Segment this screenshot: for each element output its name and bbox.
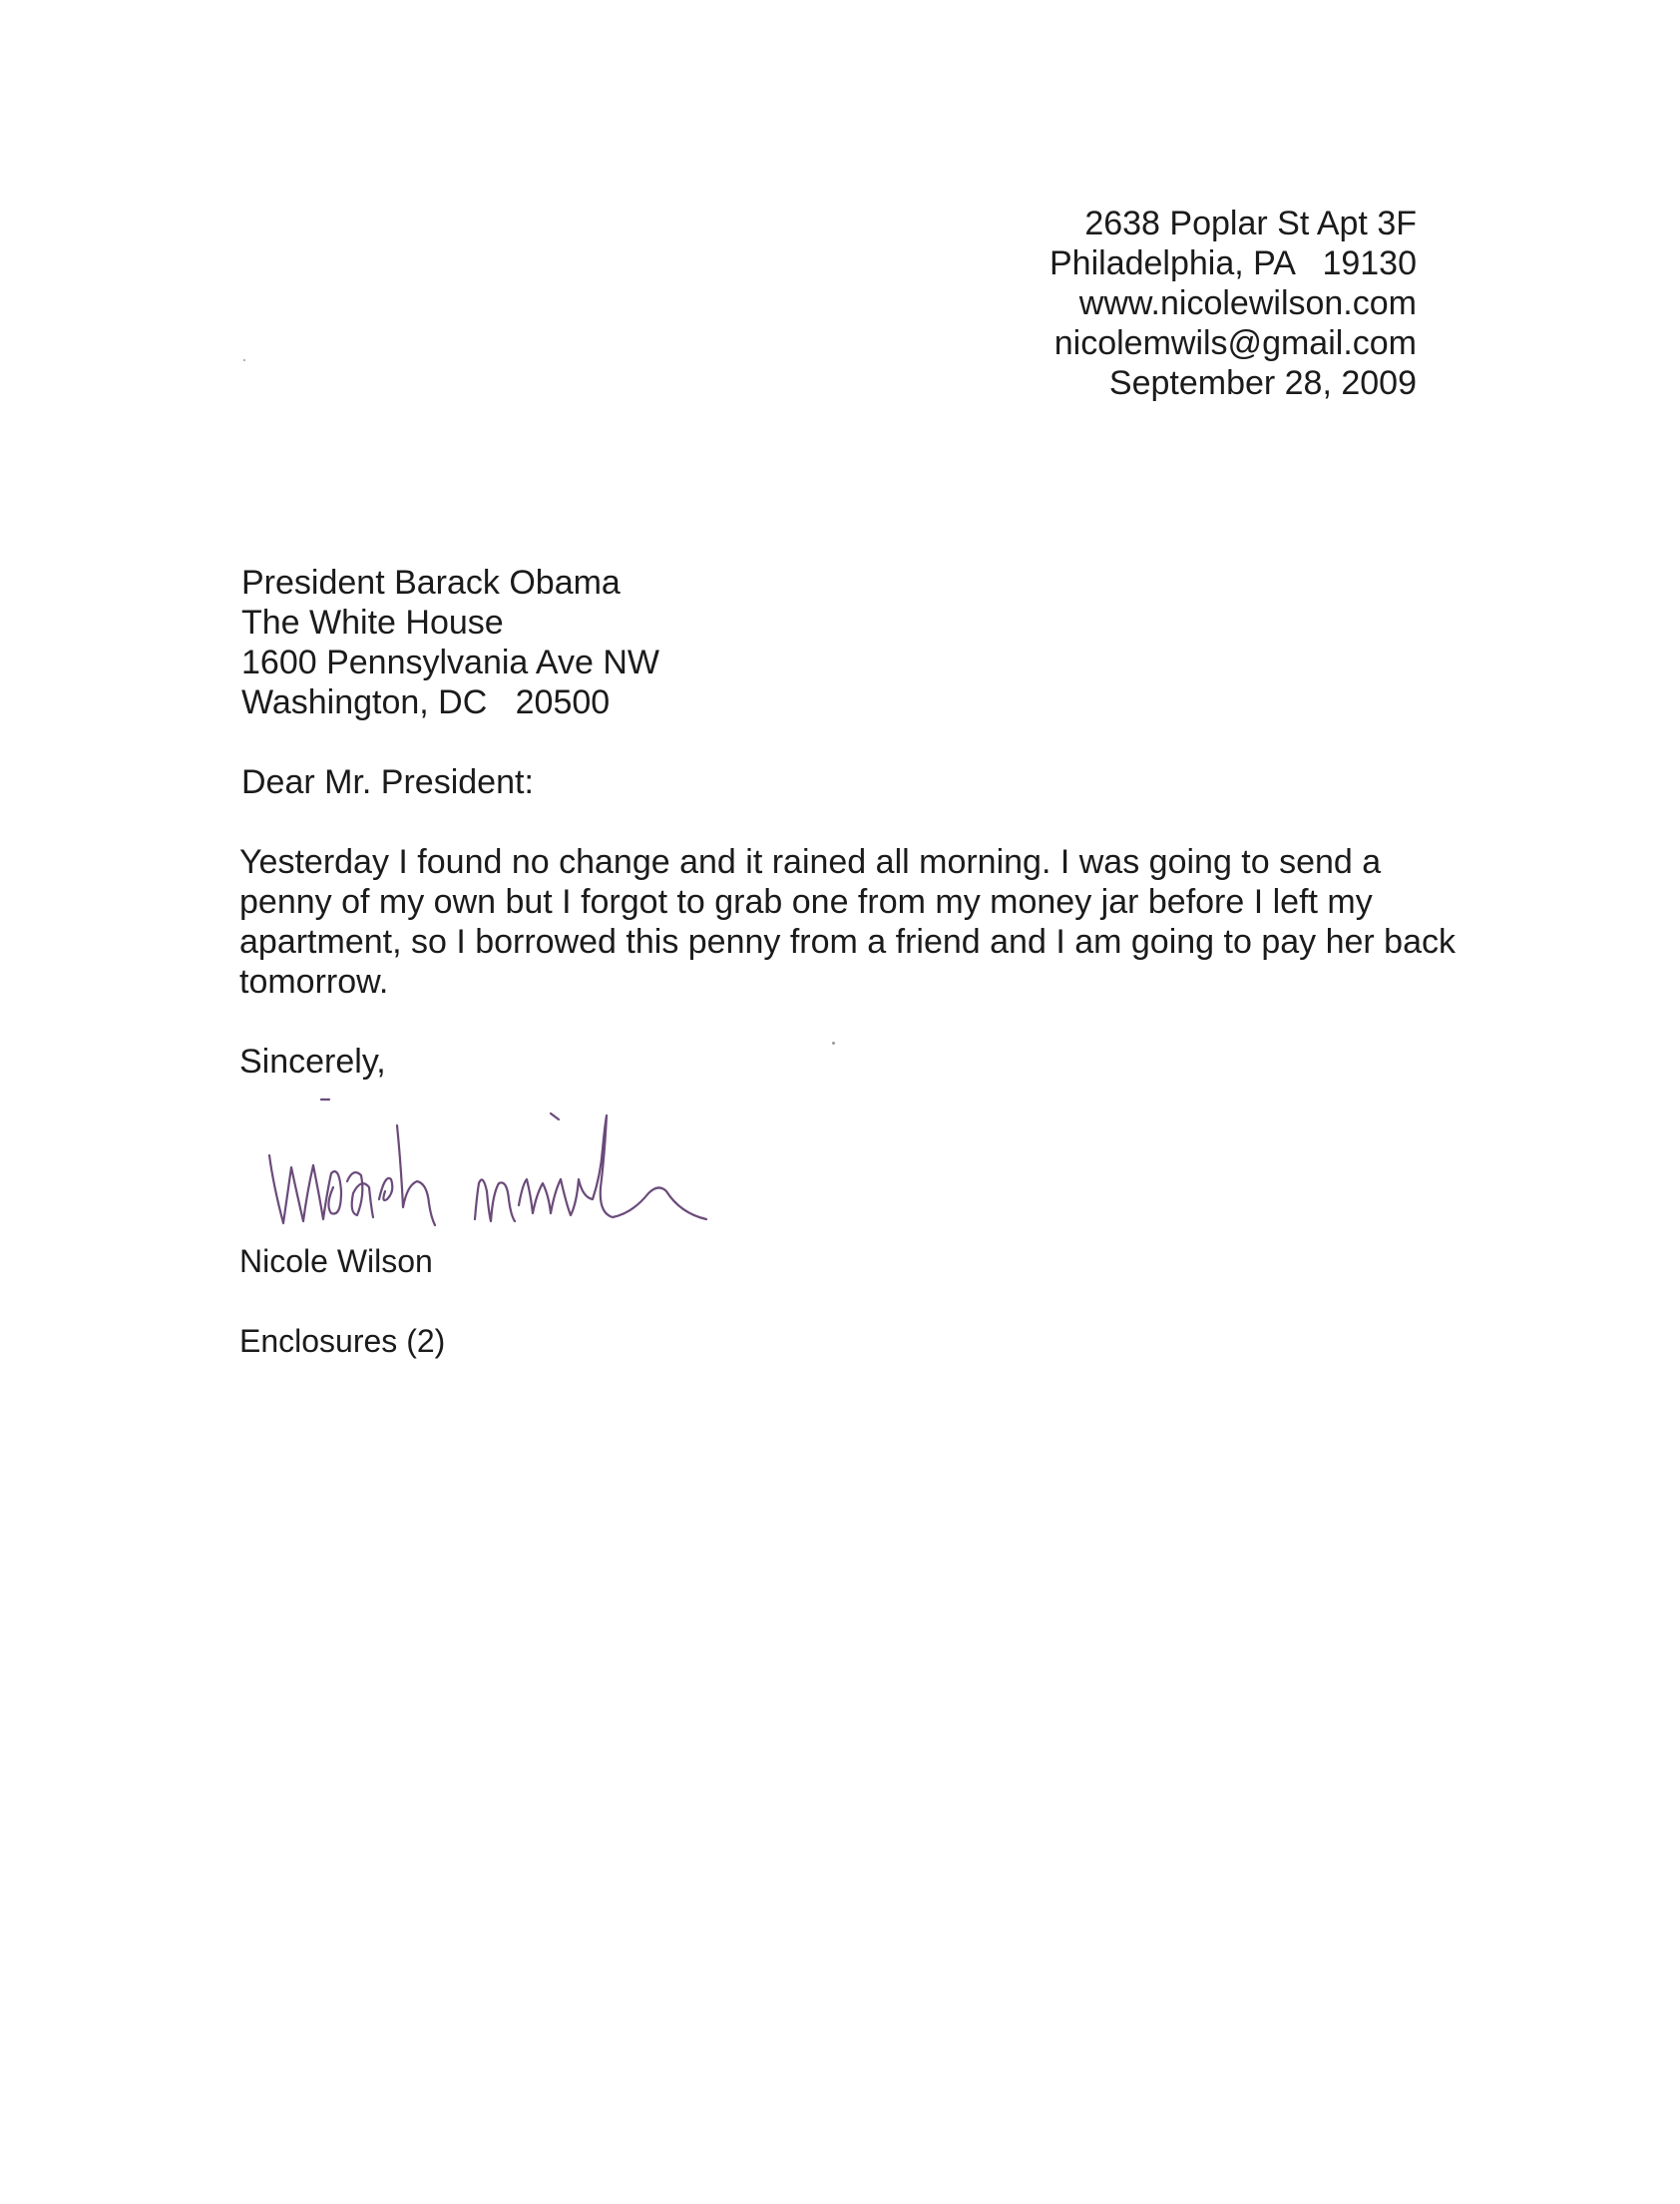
letter-date: September 28, 2009 <box>1108 364 1417 402</box>
sender-website: www.nicolewilson.com <box>1078 284 1417 322</box>
signer-name: Nicole Wilson <box>239 1243 433 1279</box>
scan-speck <box>243 359 245 361</box>
sender-street: 2638 Poplar St Apt 3F <box>1084 205 1417 242</box>
recipient-name: President Barack Obama <box>241 564 621 602</box>
enclosures-note: Enclosures (2) <box>239 1323 446 1359</box>
letter-body: Yesterday I found no change and it rained all morning. I was going to send a penny of my own but I forgot to grab one from my money jar before I left my apartment, so I borrowed this penny from a friend and I am going to pay her back tomorrow. <box>239 843 1457 1001</box>
recipient-address-block <box>241 563 659 722</box>
sender-email: nicolemwils@gmail.com <box>1053 324 1417 362</box>
handwritten-signature <box>261 1096 870 1235</box>
closing: Sincerely, <box>239 1043 386 1081</box>
recipient-organization: The White House <box>241 604 504 642</box>
recipient-city-state-zip: Washington, DC 20500 <box>241 683 611 721</box>
salutation: Dear Mr. President: <box>241 763 534 801</box>
sender-city-state-zip: Philadelphia, PA 19130 <box>1050 244 1417 282</box>
sender-address-block <box>1050 204 1417 403</box>
scan-speck <box>832 1042 835 1045</box>
recipient-street: 1600 Pennsylvania Ave NW <box>241 644 659 681</box>
